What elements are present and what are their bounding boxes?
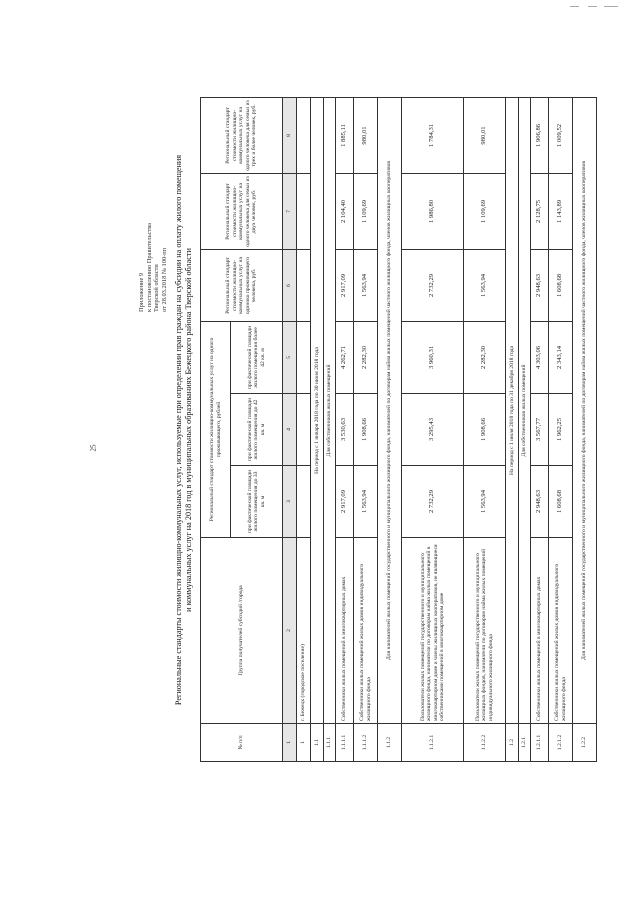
standard-value: 1 563,94 (464, 249, 506, 321)
row-number: 1.2.1 (519, 724, 531, 762)
standard-value: 1 563,94 (354, 249, 378, 321)
data-row (354, 97, 378, 761)
recipient-group: Собственники жилых помещений жилых домов индивидуального жилищного фонда (549, 538, 573, 724)
title-line: Региональные стандарты стоимости жилищно-коммунальных услуг, используемые при определении прав граждан на субсидии на оплату жилого помещения (174, 154, 183, 706)
period-row (519, 97, 531, 761)
standard-value: 1 563,94 (354, 466, 378, 538)
standard-value: 1 608,68 (549, 249, 573, 321)
data-row (549, 97, 573, 761)
standard-value: 980,01 (354, 97, 378, 173)
standard-value: 1 009,52 (549, 97, 573, 173)
document-title (174, 98, 194, 762)
standard-value: 1 962,25 (549, 394, 573, 466)
appendix-line: Приложение 9 (138, 272, 145, 312)
row-number: 1.2.1.2 (549, 724, 573, 762)
standard-value: 4 303,06 (531, 321, 549, 393)
scan-mark (570, 6, 579, 7)
standard-value: 1 109,69 (354, 173, 378, 249)
appendix-line: к постановлению Правительства (145, 222, 153, 312)
standard-value (297, 466, 311, 538)
header-group: Группа получателей субсидий /города (201, 538, 283, 724)
column-number: 8 (283, 97, 297, 173)
standard-value: 3 960,31 (402, 321, 464, 393)
recipient-group: Пользователи жилых помещений государственного и муниципального жилищного фонда, наниматели по договорам найма жилых помещений в многоквартирном доме и члены жилищных кооперативов, не являющиеся собственниками помещений в многоквартирном доме (402, 538, 464, 724)
row-number: 1.1.2 (378, 724, 402, 762)
period-label: Для собственников жилых помещений (324, 97, 336, 723)
standard-value: 1 908,66 (464, 394, 506, 466)
row-number: 1.2.1.1 (531, 724, 549, 762)
standard-value: 2 282,30 (354, 321, 378, 393)
standard-value: 2 917,09 (336, 249, 354, 321)
standards-table (200, 97, 597, 762)
appendix-block (138, 112, 168, 312)
data-row (297, 97, 311, 761)
standard-value: 2 917,09 (336, 466, 354, 538)
standard-value: 2 128,75 (531, 173, 549, 249)
standard-value: 1 563,94 (464, 466, 506, 538)
data-row (336, 97, 354, 761)
standard-value: 1 885,11 (336, 97, 354, 173)
row-number: 1.1.2.2 (464, 724, 506, 762)
standard-value: 1 906,86 (531, 97, 549, 173)
row-number: 1.1.2.1 (402, 724, 464, 762)
standard-value: 3 295,43 (402, 394, 464, 466)
standard-value: 1 608,68 (549, 466, 573, 538)
header-single: Региональный стандарт стоимости жилищно-коммунальных услуг на одиноко проживающего человека, руб. (201, 249, 283, 321)
header-area-over-42: при фактической площади жилого помещения более 42 кв. м (231, 321, 283, 393)
rotated-page-content (138, 98, 638, 762)
period-row (378, 97, 402, 761)
standard-value (297, 394, 311, 466)
data-row (531, 97, 549, 761)
row-number: 1.1.1.1 (336, 724, 354, 762)
standard-value: 2 104,40 (336, 173, 354, 249)
period-label: Для собственников жилых помещений (519, 97, 531, 723)
header-three-plus: Региональный стандарт стоимости жилищно-коммунальных услуг на одного человека для семьи из трех и более человек, руб. (201, 97, 283, 173)
row-number: 1.2 (506, 724, 519, 762)
standard-value: 2 732,29 (402, 249, 464, 321)
standard-value: 1 784,31 (402, 97, 464, 173)
standard-value: 2 282,30 (464, 321, 506, 393)
standard-value: 3 530,63 (336, 394, 354, 466)
standard-value: 1 143,89 (549, 173, 573, 249)
header-num: № п/п (201, 724, 283, 762)
period-label: Для нанимателей жилых помещений государственного и муниципального жилищного фонда, нанимателей по договорам найма жилых помещений частного жилищного фонда, членов жилищных кооперативов (378, 97, 402, 723)
period-label: На период с 1 января 2018 года по 30 июня 2018 года (311, 97, 324, 723)
title-line: и коммунальных услуг на 2018 год в муниципальных образованиях Бежецкого района Тверской области (184, 248, 193, 612)
header-standard: Региональный стандарт стоимости жилищно-коммунальных услуг на одного проживающего, рублей (201, 321, 231, 537)
period-row (573, 97, 597, 761)
period-row (311, 97, 324, 761)
period-row (506, 97, 519, 761)
standard-value: 1 109,69 (464, 173, 506, 249)
column-number: 6 (283, 249, 297, 321)
scan-mark (604, 6, 618, 7)
standard-value: 2 343,14 (549, 321, 573, 393)
column-number: 2 (283, 538, 297, 724)
standard-value: 1 986,80 (402, 173, 464, 249)
recipient-group: Собственники жилых помещений в многоквартирных домах (531, 538, 549, 724)
column-number: 7 (283, 173, 297, 249)
row-number: 1 (297, 724, 311, 762)
period-label: Для нанимателей жилых помещений государственного и муниципального жилищного фонда, нанимателей по договорам найма жилых помещений частного жилищного фонда, членов жилищных кооперативов (573, 97, 597, 723)
appendix-line: Тверской области (153, 264, 161, 312)
column-number: 5 (283, 321, 297, 393)
appendix-line: от 28.03.2018 № 100-пп (160, 247, 168, 312)
recipient-group: г. Бежецк (городское поселение) (297, 538, 311, 724)
standard-value (297, 249, 311, 321)
scan-mark (588, 6, 597, 7)
standard-value: 2 948,63 (531, 466, 549, 538)
standard-value: 980,01 (464, 97, 506, 173)
column-number: 4 (283, 394, 297, 466)
period-row (324, 97, 336, 761)
data-row (464, 97, 506, 761)
row-number: 1.1.1.2 (354, 724, 378, 762)
standard-value: 2 948,63 (531, 249, 549, 321)
header-area-33: при фактической площади жилого помещения до 33 кв. м (231, 466, 283, 538)
row-number: 1.1 (311, 724, 324, 762)
standard-value: 1 908,66 (354, 394, 378, 466)
recipient-group: Собственники жилых помещений в многоквартирных домах (336, 538, 354, 724)
recipient-group: Пользователи жилых помещений государственного и муниципального жилищных фондов, наниматели по договорам найма жилых помещений индивидуального жилищного фонда (464, 538, 506, 724)
column-number: 1 (283, 724, 297, 762)
header-area-42: при фактической площади жилого помещения до 42 кв. м (231, 394, 283, 466)
standard-value (297, 321, 311, 393)
row-number: 1.2.2 (573, 724, 597, 762)
column-numbers-row (283, 97, 297, 761)
standard-value: 3 567,77 (531, 394, 549, 466)
page-number: 25 (89, 444, 98, 452)
standard-value (297, 97, 311, 173)
header-two-person: Региональный стандарт стоимости жилищно-коммунальных услуг на одного человека для семьи из двух человек, руб. (201, 173, 283, 249)
period-label: На период с 1 июля 2018 года по 31 декабря 2018 года (506, 97, 519, 723)
row-number: 1.1.1 (324, 724, 336, 762)
standard-value: 2 732,29 (402, 466, 464, 538)
standard-value (297, 173, 311, 249)
column-number: 3 (283, 466, 297, 538)
data-row (402, 97, 464, 761)
standard-value: 4 262,71 (336, 321, 354, 393)
recipient-group: Собственники жилых помещений жилых домов индивидуального жилищного фонда (354, 538, 378, 724)
